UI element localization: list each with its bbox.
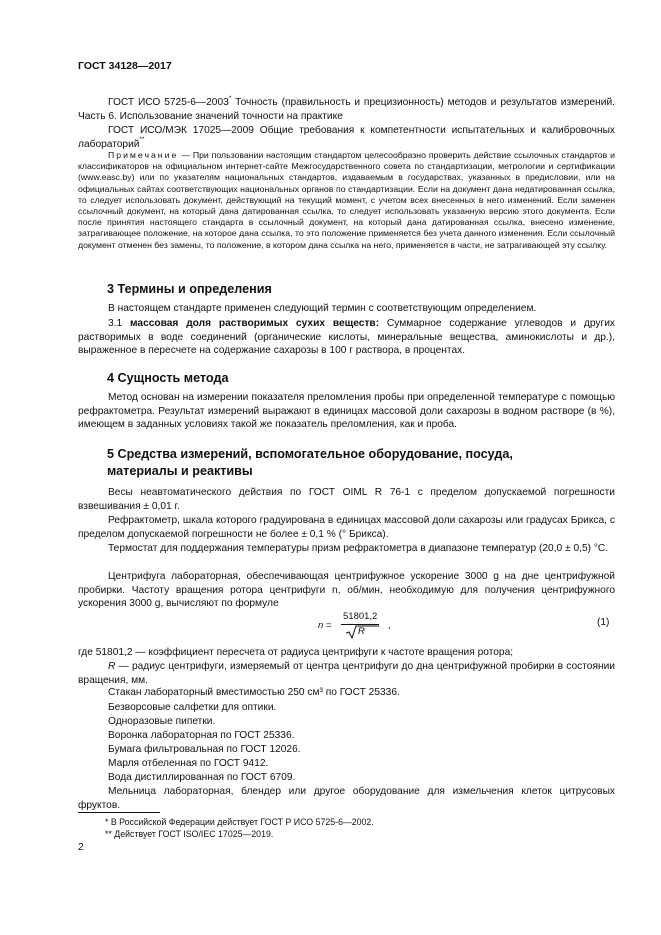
formula-where: где 51801,2 — коэффициент пересчета от радиуса центрифуги к частоте вращения ротора; [78,647,514,658]
reference-item: ГОСТ ИСО 5725-6—2003* Точность (правильность и прецизионность) методов и результатов измерений. Часть 6. Использование значений точности на практике [78,94,615,122]
paragraph: Метод основан на измерении показателя преломления пробы при определенной температуре с помощью рефрактометра. Результат измерений выражают в единицах массовой доли сахарозы в водном растворе (в %), имеющем в заданных условиях такой же показатель преломления, как и проба. [78,392,615,430]
page-number: 2 [78,842,84,853]
formula-number: (1) [597,617,610,628]
note-paragraph: Примечание — При пользовании настоящим стандартом целесообразно проверить действие ссылочных стандартов и классификаторов на официальном интернет-сайте Межгосударственного совета по стандартизации, метрологии и сертификации (www.easc.by) или по указателям национальных стандартов, издаваемым в государствах, указанных в предисловии, или на официальных сайтах соответствующих национальных органов по стандартизации. Если на документ дана недатированная ссылка, то следует использовать документ, действующий на текущий момент, с учетом всех внесенных в него изменений. Если заменен ссылочный документ, на который дана датированная ссылка, то следует использовать указанную версию этого документа. Если после принятия настоящего стандарта в ссылочный документ, на который дана датированная ссылка, внесено изменение, затрагивающее положение, на которое дана ссылка, то это положение применяется без учета данного изменения. Если ссылочный документ отменен без замены, то положение, в котором дана ссылка на него, применяется в части, не затрагивающей эту ссылку. [78,150,615,250]
formula-lhs: n = [318,620,332,631]
paragraph: Термостат для поддержания температуры призм рефрактометра в диапазоне температур (20,0 ± 0,5) °С. [108,543,609,554]
formula-where: R — радиус центрифуги, измеряемый от центра центрифуги до дна центрифужной пробирки в состоянии вращения, мм. [78,661,615,686]
section-heading: 5 Средства измерений, вспомогательное оборудование, посуда, [107,447,513,461]
paragraph: Весы неавтоматического действия по ГОСТ OIML R 76-1 с пределом допускаемой погрешности взвешивания ± 0,01 г. [78,487,615,512]
list-item: Стакан лабораторный вместимостью 250 см³ по ГОСТ 25336. [108,687,400,698]
list-item: Безворсовые салфетки для оптики. [108,702,277,713]
paragraph: В настоящем стандарте применен следующий термин с соответствующим определением. [108,303,537,314]
term-definition: 3.1 массовая доля растворимых сухих веществ: Суммарное содержание углеводов и других растворимых в воде соединений (органические кислоты, минеральные вещества, аминокислоты и др.), выраженное в пересчете на содержание сахарозы в 100 г раствора, в процентах. [78,318,615,356]
formula-numerator: 51801,2 [343,611,378,622]
footnote: * В Российской Федерации действует ГОСТ Р ИСО 5725-6—2002. [105,817,374,827]
list-item: Марля отбеленная по ГОСТ 9412. [108,758,269,769]
formula: n = 51801,2 R , [318,611,391,637]
document-header: ГОСТ 34128—2017 [78,60,172,72]
paragraph: Рефрактометр, шкала которого градуирована в единицах массовой доли сахарозы или градусах Брикса, с пределом допускаемой погрешности не более ± 0,1 % (° Брикса). [78,515,615,540]
list-item: Воронка лабораторная по ГОСТ 25336. [108,730,295,741]
paragraph: Мельница лабораторная, блендер или другое оборудование для измельчения клеток цитрусовых фруктов. [78,786,615,811]
footnote-separator [78,812,160,813]
section-heading-cont: материалы и реактивы [107,464,253,478]
footnote: ** Действует ГОСТ ISO/IEC 17025—2019. [105,829,274,839]
paragraph: Центрифуга лабораторная, обеспечивающая центрифужное ускорение 3000 g на дне центрифужной пробирки. Частоту вращения ротора центрифуги n, об/мин, необходимую для получения центрифужного ускорения 3000 g, вычисляют по формуле [78,571,615,609]
where-2-text: — радиус центрифуги, измеряемый от центра центрифуги до дна центрифужной пробирки в состоянии вращения, мм. [78,661,615,686]
reference-item: ГОСТ ИСО/МЭК 17025—2009 Общие требования к компетентности испытательных и калибровочных лабораторий** [78,125,615,150]
section-heading: 3 Термины и определения [107,282,272,296]
list-item: Одноразовые пипетки. [108,716,216,727]
list-item: Вода дистиллированная по ГОСТ 6709. [108,772,296,783]
section-heading: 4 Сущность метода [107,371,229,385]
formula-comma: , [388,620,391,631]
list-item: Бумага фильтровальная по ГОСТ 12026. [108,744,301,755]
